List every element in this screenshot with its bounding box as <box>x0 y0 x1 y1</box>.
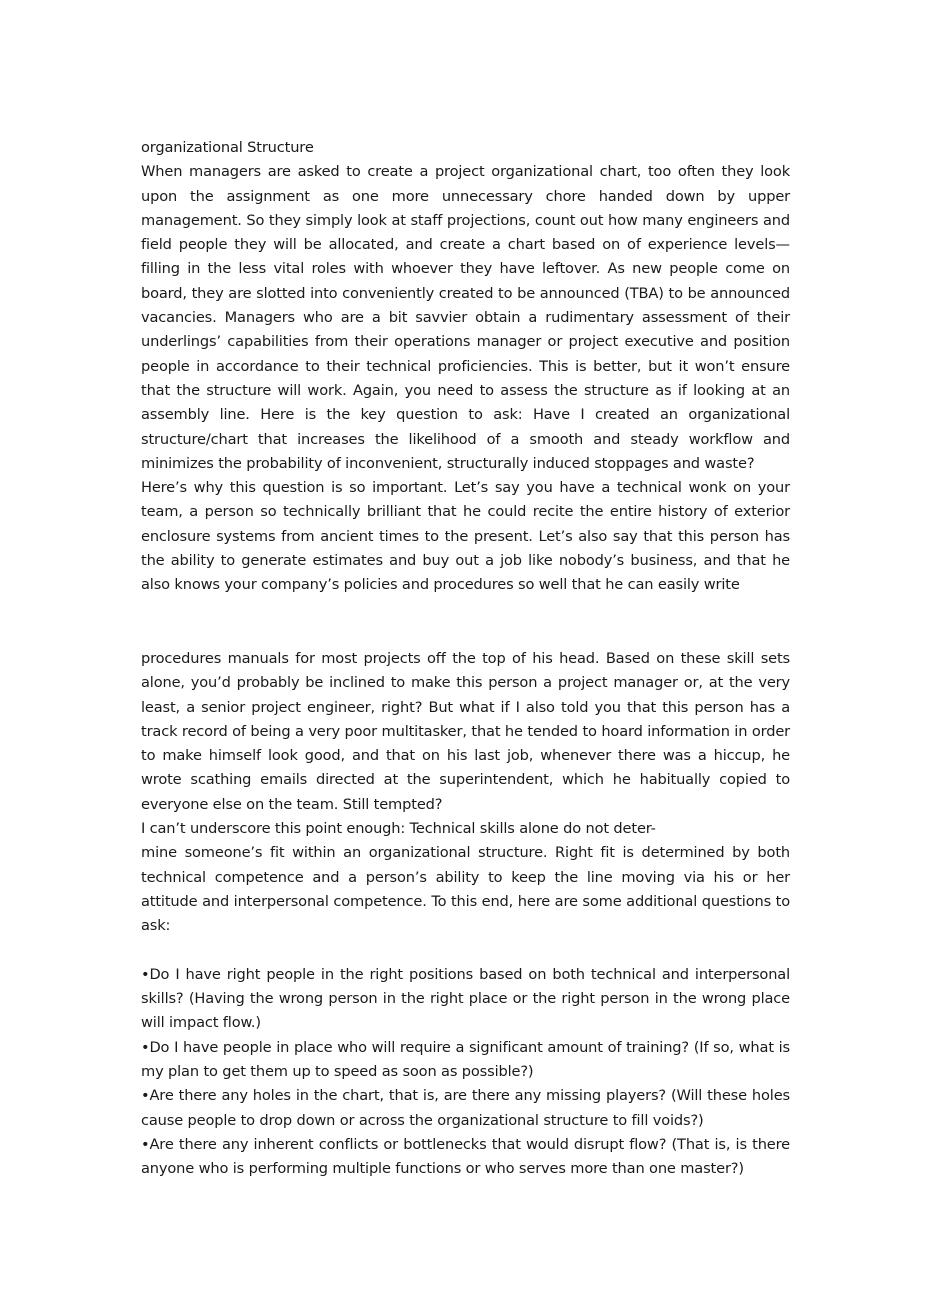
text-block-top <box>141 136 790 598</box>
paragraph: mine someone’s fit within an organizational structure. Right fit is determined by both technical competence and a person’s ability to keep the line moving via his or her attitude and interpersonal competence. To this end, here are some additional questions to ask: <box>141 844 790 935</box>
spacer <box>141 939 790 963</box>
paragraph: When managers are asked to create a project organizational chart, too often they look upon the assignment as one more unnecessary chore handed down by upper management. So they simply look at staff projections, count out how many engineers and field people they will be allocated, and create a chart based on of experience levels—filling in the less vital roles with whoever they have leftover. As new people come on board, they are slotted into conveniently created to be announced (TBA) to be announced vacancies. Managers who are a bit savvier obtain a rudimentary assessment of their underlings’ capabilities from their operations manager or project executive and position people in accordance to their technical proficiencies. This is better, but it won’t ensure that the structure will work. Again, you need to assess the structure as if looking at an assembly line. Here is the key question to ask: Have I created an organizational structure/chart that increases the likelihood of a smooth and steady workflow and minimizes the probability of inconvenient, structurally induced stoppages and waste? <box>141 163 790 472</box>
paragraph: I can’t underscore this point enough: Technical skills alone do not deter- <box>141 820 656 838</box>
document-title: organizational Structure <box>141 139 314 156</box>
bullet-item: •Do I have right people in the right positions based on both technical and interpersonal skills? (Having the wrong person in the right place or the right person in the wrong place will impact flow.) <box>141 965 790 1032</box>
text-block-bottom <box>141 647 790 1182</box>
bullet-item: •Are there any inherent conflicts or bottlenecks that would disrupt flow? (That is, is there anyone who is performing multiple functions or who serves more than one master?) <box>141 1135 790 1178</box>
paragraph: procedures manuals for most projects off the top of his head. Based on these skill sets alone, you’d probably be inclined to make this person a project manager or, at the very least, a senior project engineer, right? But what if I also told you that this person has a track record of being a very poor multitasker, that he tended to hoard information in order to make himself look good, and that on his last job, whenever there was a hiccup, he wrote scathing emails directed at the superintendent, which he habitually copied to everyone else on the team. Still tempted? <box>141 650 790 813</box>
bullet-item: •Do I have people in place who will require a significant amount of training? (If so, what is my plan to get them up to speed as soon as possible?) <box>141 1038 790 1081</box>
bullet-item: •Are there any holes in the chart, that is, are there any missing players? (Will these holes cause people to drop down or across the organizational structure to fill voids?) <box>141 1087 790 1129</box>
paragraph: Here’s why this question is so important. Let’s say you have a technical wonk on your team, a person so technically brilliant that he could recite the entire history of exterior enclosure systems from ancient times to the present. Let’s also say that this person has the ability to generate estimates and buy out a job like nobody’s business, and that he also knows your company’s policies and procedures so well that he can easily write <box>141 479 790 594</box>
